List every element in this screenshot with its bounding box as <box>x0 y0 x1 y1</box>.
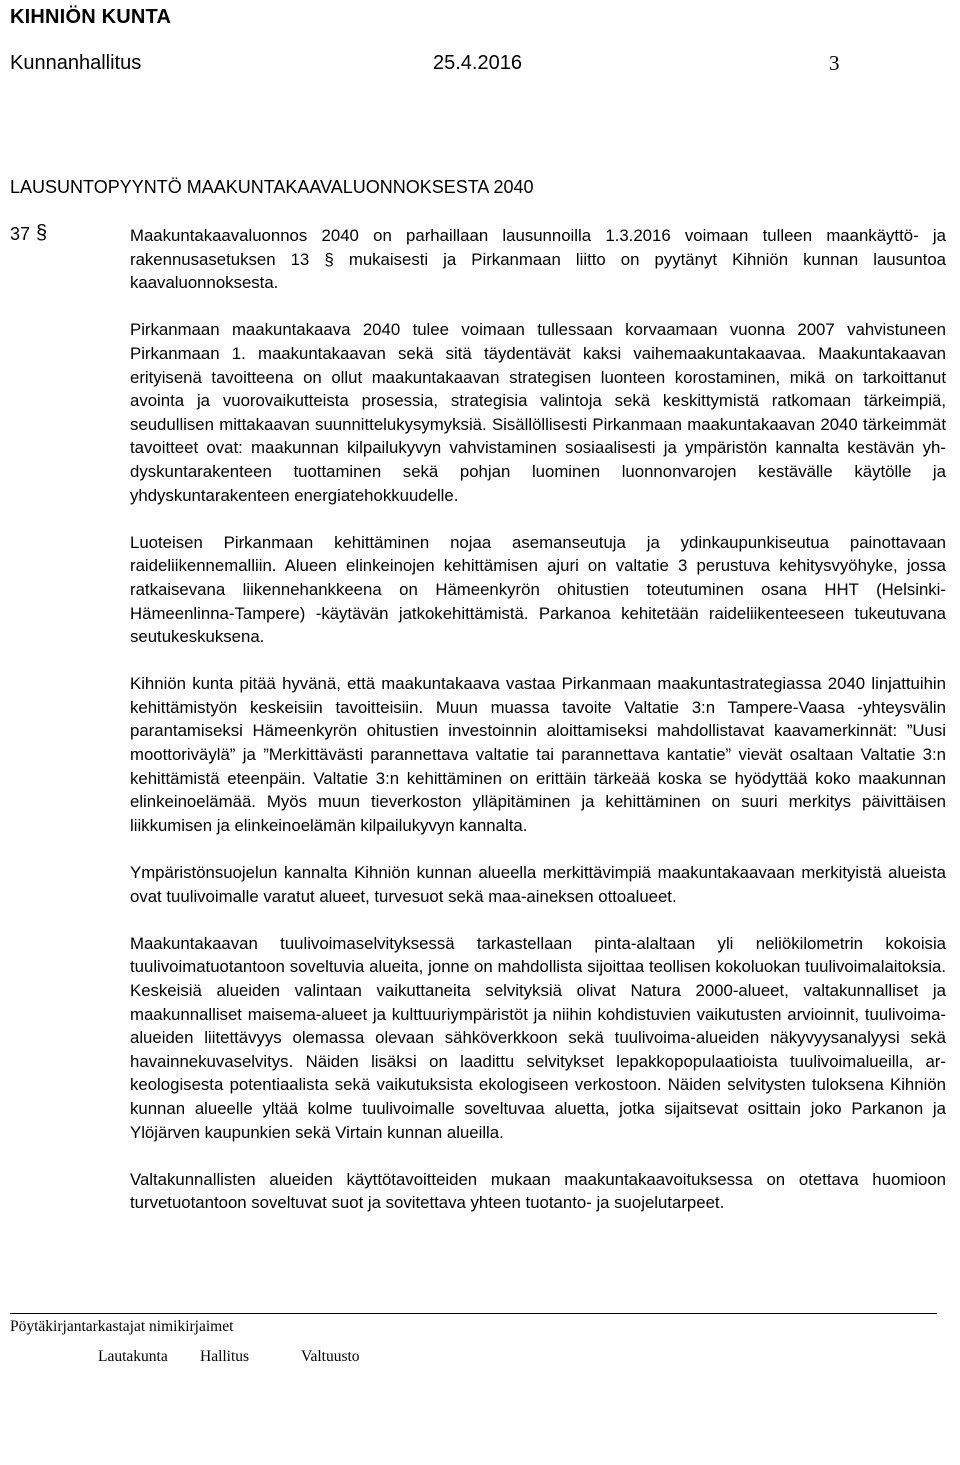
footer-column-lautakunta: Lautakunta <box>98 1348 168 1365</box>
section-symbol-inline: § <box>324 249 334 269</box>
organization-name: KIHNIÖN KUNTA <box>10 6 172 28</box>
meeting-date: 25.4.2016 <box>433 52 522 74</box>
footer-column-valtuusto: Valtuusto <box>301 1348 360 1365</box>
footer-divider <box>10 1313 937 1314</box>
paragraph-kihnion-kanta: Kihniön kunta pitää hyvänä, että maakuntakaava vastaa Pirkanmaan maakuntastrategiassa 2040 linjattuihin kehittämistyön keskeisiin tavoitteisiin. Muun muassa tavoite Valtatie 3:n Tampere-Vaasa -yhteysvälin parantamiseksi Hämeenkyrön ohitustien investoinnin aloittamiseksi mahdollistavat kaavamerkinnät: ”Uusi moottoriväylä” ja ”Merkittävästi parannettava valtatie tai parannettava kantatie” vievät osaltaan Valtatie 3:n kehittämistä eteenpäin. Valtatie 3:n kehittäminen on erittäin tärkeää koska se hyödyttää koko maakunnan elinkeinoelämää. Myös muun tieverkoston ylläpitäminen ja kehittäminen on suuri merkitys päivittäisen liikkumisen ja elinkeinoelämän kilpailukyvyn kannalta. <box>130 674 946 835</box>
section-title: LAUSUNTOPYYNTÖ MAAKUNTAKAAVALUONNOKSESTA 2040 <box>10 177 534 197</box>
paragraph-luoteinen-pirkanmaa: Luoteisen Pirkanmaan kehittäminen nojaa asemanseutuja ja ydinkaupunkiseutua painottavaan raideliikennemalliin. Alueen elinkeinojen kehittämisen ajuri on valtatie 3 perustuva kehitysvyöhyke, jossa ratkaisevana liikennehankkeena on Hämeenkyrön ohitustien toteutuminen osana HHT (Helsinki-Hämeenlinna-Tampere) -käytävän jatkokehittämistä. Parkanoa kehitetään raideliikenteeseen tukeutuvana seutukeskuksena. <box>130 532 946 647</box>
page-number: 3 <box>829 51 840 75</box>
lead-text-end: mukaisesti ja Pirkanmaan liitto on pyytänyt Kihniön kunnan lausuntoa kaavaluonnoksesta. <box>130 249 947 293</box>
item-number: 37 <box>10 224 31 244</box>
paragraph-turvetuotanto: Valtakunnallisten alueiden käyttötavoitteiden mukaan maakuntakaavoituksessa on otettava huomioon turvetuotantoon soveltuvat suot ja sovitettava yhteen tuotanto- ja suojelutarpeet. <box>130 1169 946 1213</box>
lead-text-start: Maakuntakaavaluonnos 2040 on parhaillaan lausunnoilla 1.3.2016 voimaan tulleen maankäyttö- ja rakennusasetuksen 13 <box>130 226 946 269</box>
footer-label: Pöytäkirjantarkastajat nimikirjaimet <box>10 1318 234 1335</box>
section-symbol: § <box>36 222 48 244</box>
footer-column-hallitus: Hallitus <box>200 1348 250 1365</box>
paragraph-tuulivoimaselvitys: Maakuntakaavan tuulivoimaselvityksessä tarkastellaan pinta-alaltaan yli neliökilometrin kokoisia tuulivoimatuotantoon soveltuvia alueita, jonne on mahdollista sijoittaa teollisen kokoluokan tuulivoimalaitoksia. Keskeisiä alueiden valintaan vaikuttaneita selvityksiä olivat Natura 2000-alueet, valtakunnalliset ja maakunnalliset maisema-alueet ja kulttuuriympäristöt ja niihin kohdistuvien vaikutusten arvioinnit, tuulivoima-alueiden liitettävyys olemassa olevaan sähköverkkoon sekä tuulivoima-alueiden näkyvyysanalyysi sekä havainnekuvaselvitys. Näiden lisäksi on laadittu selvitykset lepakkopopulaatioista tuulivoimalueilla, arkeologisesta potentiaalista sekä vaikutuksista ekologiseen verkostoon. Näiden selvitysten tuloksena Kihniön kunnan alueelle yltää kolme tuulivoimalle soveltuvaa aluetta, jotka sijaitsevat osittain joko Parkanon ja Ylöjärven kaupunkien sekä Virtain kunnan alueilla. <box>130 933 946 1142</box>
paragraph-ymparistonsuojelu: Ympäristönsuojelun kannalta Kihniön kunnan alueella merkittävimpiä maakuntakaavaan merkityistä alueista ovat tuulivoimalle varatut alueet, turvesuot sekä maa-aineksen ottoalueet. <box>130 863 946 906</box>
meeting-body: Kunnanhallitus <box>10 52 142 74</box>
paragraph-maakuntakaava: Pirkanmaan maakuntakaava 2040 tulee voimaan tullessaan korvaamaan vuonna 2007 vahvistuneen Pirkanmaan 1. maakuntakaavan sekä sitä täydentävät kaksi vaihemaakuntakaavaa. Maakuntakaavan erityisenä tavoitteena on ollut maakuntakaavan strategisen luonteen korostaminen, mikä on tarkoittanut avointa ja vuorovaikutteista prosessia, strategisia valintoja sekä keskittymistä ratkomaan tärkeimpiä, seudullisen mittakaavan suunnittelukysymyksiä. Sisällöllisesti Pirkanmaan maakuntakaavan 2040 tärkeimmät tavoitteet ovat: maakunnan kilpailukyvyn vahvistaminen sosiaalisesti ja ympäristön kannalta kestävän yhdyskuntarakenteen tuottaminen sekä pohjan luominen luonnonvarojen kestävälle käytölle ja yhdyskuntarakenteen energiatehokkuudelle. <box>130 320 946 505</box>
item-body <box>130 224 946 1239</box>
lead-paragraph <box>130 224 946 295</box>
